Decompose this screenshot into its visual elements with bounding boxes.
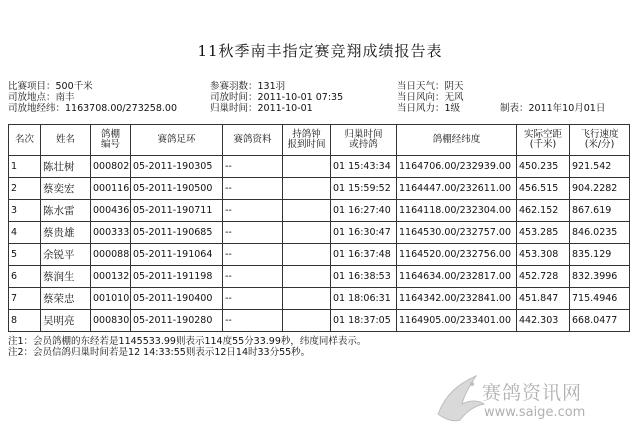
speed-cell: 715.4946 bbox=[570, 288, 630, 310]
return-time-cell: 01 18:06:31 bbox=[331, 288, 397, 310]
speed-cell: 904.2282 bbox=[570, 178, 630, 200]
distance-cell: 453.285 bbox=[517, 222, 570, 244]
rank-cell: 3 bbox=[9, 200, 41, 222]
column-header: 实际空距 (千米) bbox=[517, 125, 570, 156]
info-cell: -- bbox=[223, 266, 283, 288]
speed-cell: 668.0477 bbox=[570, 310, 630, 332]
name-cell: 蔡荣忠 bbox=[41, 288, 91, 310]
column-header: 姓名 bbox=[41, 125, 91, 156]
column-header: 归巢时间 或持鸽 bbox=[331, 125, 397, 156]
name-cell: 陈壮树 bbox=[41, 156, 91, 178]
weather: 当日天气：阴天 bbox=[397, 81, 464, 92]
table-row bbox=[9, 310, 630, 332]
table-row bbox=[9, 288, 630, 310]
return-time-cell: 01 18:37:05 bbox=[331, 310, 397, 332]
table-header-row bbox=[9, 125, 630, 156]
return-time-cell: 01 16:38:53 bbox=[331, 266, 397, 288]
rank-cell: 7 bbox=[9, 288, 41, 310]
clock-time-cell bbox=[283, 222, 331, 244]
wind-direction: 当日风向：无风 bbox=[397, 92, 464, 103]
distance-cell: 462.152 bbox=[517, 200, 570, 222]
made-date: 制表：2011年10月01日 bbox=[500, 103, 606, 114]
column-header: 鸽棚经纬度 bbox=[397, 125, 517, 156]
note-1: 注1：会员鸽棚的东经若是1145533.99则表示114度55分33.99秒，纬度同样表示。 bbox=[8, 336, 367, 347]
return-time-cell: 01 15:59:52 bbox=[331, 178, 397, 200]
release-time: 司放时间：2011-10-01 07:35 bbox=[210, 92, 344, 103]
clock-time-cell bbox=[283, 310, 331, 332]
info-cell: -- bbox=[223, 178, 283, 200]
return-time-cell: 01 16:27:40 bbox=[331, 200, 397, 222]
name-cell: 蔡贵雄 bbox=[41, 222, 91, 244]
name-cell: 余锐平 bbox=[41, 244, 91, 266]
rank-cell: 1 bbox=[9, 156, 41, 178]
return-time-cell: 01 16:37:48 bbox=[331, 244, 397, 266]
notes bbox=[8, 336, 366, 358]
distance-cell: 442.303 bbox=[517, 310, 570, 332]
speed-cell: 921.542 bbox=[570, 156, 630, 178]
ring-cell: 05-2011-190400 bbox=[131, 288, 223, 310]
release-coords: 司放地经纬：1163708.00/273258.00 bbox=[8, 103, 177, 114]
ring-cell: 05-2011-191198 bbox=[131, 266, 223, 288]
speed-cell: 867.619 bbox=[570, 200, 630, 222]
rank-cell: 5 bbox=[9, 244, 41, 266]
table-row bbox=[9, 222, 630, 244]
clock-time-cell bbox=[283, 266, 331, 288]
return-time-cell: 01 16:30:47 bbox=[331, 222, 397, 244]
rank-cell: 2 bbox=[9, 178, 41, 200]
coords-cell: 1164118.00/232304.00 bbox=[397, 200, 517, 222]
coords-cell: 1164905.00/233401.00 bbox=[397, 310, 517, 332]
loft-id-cell: 001010 bbox=[91, 288, 131, 310]
pigeon-logo-icon bbox=[432, 370, 488, 430]
loft-id-cell: 000830 bbox=[91, 310, 131, 332]
table-row bbox=[9, 244, 630, 266]
coords-cell: 1164447.00/232611.00 bbox=[397, 178, 517, 200]
info-cell: -- bbox=[223, 222, 283, 244]
info-cell: -- bbox=[223, 288, 283, 310]
column-header: 名次 bbox=[9, 125, 41, 156]
watermark bbox=[432, 370, 632, 434]
coords-cell: 1164634.00/232817.00 bbox=[397, 266, 517, 288]
return-time: 归巢时间：2011-10-01 bbox=[210, 103, 313, 114]
distance-cell: 453.308 bbox=[517, 244, 570, 266]
ring-cell: 05-2011-190280 bbox=[131, 310, 223, 332]
column-header: 飞行速度 (米/分) bbox=[570, 125, 630, 156]
name-cell: 吴明亮 bbox=[41, 310, 91, 332]
name-cell: 蔡奕宏 bbox=[41, 178, 91, 200]
table-row bbox=[9, 266, 630, 288]
speed-cell: 835.129 bbox=[570, 244, 630, 266]
coords-cell: 1164706.00/232939.00 bbox=[397, 156, 517, 178]
ring-cell: 05-2011-190685 bbox=[131, 222, 223, 244]
speed-cell: 846.0235 bbox=[570, 222, 630, 244]
loft-id-cell: 000088 bbox=[91, 244, 131, 266]
release-place: 司放地点：南丰 bbox=[8, 92, 75, 103]
results-table bbox=[8, 124, 630, 332]
info-cell: -- bbox=[223, 244, 283, 266]
column-header: 赛鸽足环 bbox=[131, 125, 223, 156]
clock-time-cell bbox=[283, 288, 331, 310]
table-row bbox=[9, 156, 630, 178]
clock-time-cell bbox=[283, 200, 331, 222]
distance-cell: 451.847 bbox=[517, 288, 570, 310]
watermark-name: 赛鸽资讯网 bbox=[482, 382, 583, 404]
info-cell: -- bbox=[223, 200, 283, 222]
clock-time-cell bbox=[283, 244, 331, 266]
rank-cell: 6 bbox=[9, 266, 41, 288]
loft-id-cell: 000333 bbox=[91, 222, 131, 244]
table-row bbox=[9, 178, 630, 200]
column-header: 持鸽钟 报到时间 bbox=[283, 125, 331, 156]
ring-cell: 05-2011-190500 bbox=[131, 178, 223, 200]
table-row bbox=[9, 200, 630, 222]
coords-cell: 1164520.00/232756.00 bbox=[397, 244, 517, 266]
info-cell: -- bbox=[223, 156, 283, 178]
coords-cell: 1164342.00/232841.00 bbox=[397, 288, 517, 310]
ring-cell: 05-2011-191064 bbox=[131, 244, 223, 266]
distance-cell: 452.728 bbox=[517, 266, 570, 288]
name-cell: 蔡润生 bbox=[41, 266, 91, 288]
clock-time-cell bbox=[283, 178, 331, 200]
ring-cell: 05-2011-190305 bbox=[131, 156, 223, 178]
distance-cell: 450.235 bbox=[517, 156, 570, 178]
loft-id-cell: 000436 bbox=[91, 200, 131, 222]
loft-id-cell: 000802 bbox=[91, 156, 131, 178]
rank-cell: 4 bbox=[9, 222, 41, 244]
wind-force: 当日风力：1级 bbox=[397, 103, 461, 114]
column-header: 赛鸽资料 bbox=[223, 125, 283, 156]
pigeon-count: 参赛羽数：131羽 bbox=[210, 81, 286, 92]
race-item: 比赛项目：500千米 bbox=[8, 81, 93, 92]
distance-cell: 456.515 bbox=[517, 178, 570, 200]
page-title: 11秋季南丰指定赛竞翔成绩报告表 bbox=[197, 42, 443, 60]
speed-cell: 832.3996 bbox=[570, 266, 630, 288]
loft-id-cell: 000132 bbox=[91, 266, 131, 288]
watermark-url: www.saige.com bbox=[484, 405, 586, 420]
clock-time-cell bbox=[283, 156, 331, 178]
info-cell: -- bbox=[223, 310, 283, 332]
return-time-cell: 01 15:43:34 bbox=[331, 156, 397, 178]
loft-id-cell: 000116 bbox=[91, 178, 131, 200]
table-body bbox=[9, 156, 630, 332]
note-2: 注2：会员信鸽归巢时间若是12 14:33:55则表示12日14时33分55秒。 bbox=[8, 347, 311, 358]
rank-cell: 8 bbox=[9, 310, 41, 332]
ring-cell: 05-2011-190711 bbox=[131, 200, 223, 222]
column-header: 鸽棚 编号 bbox=[91, 125, 131, 156]
coords-cell: 1164530.00/232757.00 bbox=[397, 222, 517, 244]
name-cell: 陈水雷 bbox=[41, 200, 91, 222]
